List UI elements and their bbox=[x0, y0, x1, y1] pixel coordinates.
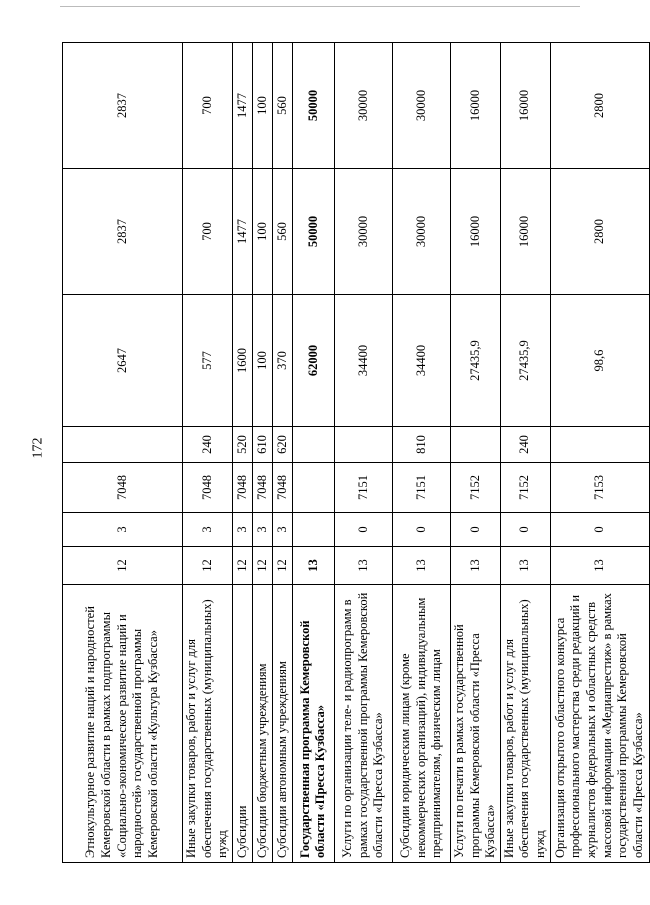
section-code: 12 bbox=[63, 547, 183, 585]
value-col-1: 34400 bbox=[334, 295, 392, 427]
value-col-2: 2800 bbox=[550, 169, 649, 295]
expense-type-code: 240 bbox=[500, 427, 550, 463]
section-code: 13 bbox=[334, 547, 392, 585]
section-code: 12 bbox=[183, 547, 233, 585]
value-col-1: 370 bbox=[272, 295, 292, 427]
target-article-code: 7151 bbox=[334, 463, 392, 513]
value-col-2: 16000 bbox=[500, 169, 550, 295]
table-row bbox=[63, 43, 183, 863]
value-col-2: 1477 bbox=[232, 169, 252, 295]
subsection-code: 3 bbox=[183, 513, 233, 547]
value-col-3: 30000 bbox=[334, 43, 392, 169]
subsection-code: 0 bbox=[550, 513, 649, 547]
value-col-2: 30000 bbox=[334, 169, 392, 295]
subsection-code: 0 bbox=[392, 513, 450, 547]
value-col-1: 98,6 bbox=[550, 295, 649, 427]
expense-type-code bbox=[334, 427, 392, 463]
target-article-code: 7151 bbox=[392, 463, 450, 513]
row-name: Организация открытого областного конкурса профессионального мастерства среди редакций и журналистов федеральных и областных средств массовой информации «Медиапрестиж» в рамках государственной программы Кемеровской области «Пресса Кузбасса» bbox=[550, 585, 649, 863]
value-col-1: 62000 bbox=[292, 295, 334, 427]
row-name: Государственная программа Кемеровской области «Пресса Кузбасса» bbox=[292, 585, 334, 863]
expense-type-code bbox=[450, 427, 500, 463]
value-col-1: 577 bbox=[183, 295, 233, 427]
row-name: Этнокультурное развитие наций и народностей Кемеровской области в рамках подпрограммы «Социально-экономическое развитие наций и народностей» государственной программы Кемеровской области «Культура Кузбасса» bbox=[63, 585, 183, 863]
target-article-code: 7153 bbox=[550, 463, 649, 513]
value-col-2: 2837 bbox=[63, 169, 183, 295]
value-col-3: 560 bbox=[272, 43, 292, 169]
target-article-code: 7152 bbox=[450, 463, 500, 513]
subsection-code: 0 bbox=[500, 513, 550, 547]
table-row bbox=[183, 43, 233, 863]
expense-type-code: 810 bbox=[392, 427, 450, 463]
row-name: Субсидии бюджетным учреждениям bbox=[252, 585, 272, 863]
section-code: 12 bbox=[272, 547, 292, 585]
section-code: 13 bbox=[500, 547, 550, 585]
expense-type-code bbox=[292, 427, 334, 463]
row-name: Субсидии автономным учреждениям bbox=[272, 585, 292, 863]
value-col-2: 30000 bbox=[392, 169, 450, 295]
table-row bbox=[272, 43, 292, 863]
expense-type-code: 620 bbox=[272, 427, 292, 463]
value-col-2: 50000 bbox=[292, 169, 334, 295]
budget-table-body bbox=[63, 43, 650, 863]
value-col-3: 50000 bbox=[292, 43, 334, 169]
budget-table-wrapper bbox=[62, 43, 645, 863]
value-col-3: 30000 bbox=[392, 43, 450, 169]
table-row bbox=[392, 43, 450, 863]
value-col-3: 2837 bbox=[63, 43, 183, 169]
value-col-3: 1477 bbox=[232, 43, 252, 169]
section-code: 12 bbox=[252, 547, 272, 585]
value-col-3: 16000 bbox=[450, 43, 500, 169]
row-name: Услуги по печати в рамках государственной программы Кемеровской области «Пресса Кузбасса» bbox=[450, 585, 500, 863]
value-col-3: 700 bbox=[183, 43, 233, 169]
row-name: Услуги по организации теле- и радиопрограмм в рамках государственной программы Кемеровской области «Пресса Кузбасса» bbox=[334, 585, 392, 863]
target-article-code: 7048 bbox=[272, 463, 292, 513]
value-col-3: 100 bbox=[252, 43, 272, 169]
subsection-code: 0 bbox=[334, 513, 392, 547]
value-col-1: 27435,9 bbox=[450, 295, 500, 427]
subsection-code: 3 bbox=[272, 513, 292, 547]
table-row bbox=[292, 43, 334, 863]
page-number: 172 bbox=[30, 437, 46, 459]
section-code: 13 bbox=[292, 547, 334, 585]
target-article-code bbox=[292, 463, 334, 513]
value-col-1: 100 bbox=[252, 295, 272, 427]
table-row bbox=[500, 43, 550, 863]
row-name: Субсидии bbox=[232, 585, 252, 863]
table-row bbox=[550, 43, 649, 863]
expense-type-code: 240 bbox=[183, 427, 233, 463]
table-row bbox=[450, 43, 500, 863]
section-code: 12 bbox=[232, 547, 252, 585]
value-col-2: 16000 bbox=[450, 169, 500, 295]
target-article-code: 7048 bbox=[183, 463, 233, 513]
subsection-code: 3 bbox=[252, 513, 272, 547]
value-col-1: 2647 bbox=[63, 295, 183, 427]
subsection-code: 3 bbox=[232, 513, 252, 547]
section-code: 13 bbox=[550, 547, 649, 585]
value-col-2: 700 bbox=[183, 169, 233, 295]
table-row bbox=[252, 43, 272, 863]
section-code: 13 bbox=[450, 547, 500, 585]
table-row bbox=[232, 43, 252, 863]
row-name: Иные закупки товаров, работ и услуг для обеспечения государственных (муниципальных) нужд bbox=[500, 585, 550, 863]
table-row bbox=[334, 43, 392, 863]
subsection-code bbox=[292, 513, 334, 547]
value-col-1: 1600 bbox=[232, 295, 252, 427]
scan-edge-line bbox=[60, 6, 580, 7]
value-col-1: 27435,9 bbox=[500, 295, 550, 427]
value-col-2: 100 bbox=[252, 169, 272, 295]
expense-type-code bbox=[550, 427, 649, 463]
subsection-code: 3 bbox=[63, 513, 183, 547]
value-col-3: 2800 bbox=[550, 43, 649, 169]
target-article-code: 7152 bbox=[500, 463, 550, 513]
row-name: Субсидии юридическим лицам (кроме некоммерческих организаций), индивидуальным предпринимателям, физическим лицам bbox=[392, 585, 450, 863]
section-code: 13 bbox=[392, 547, 450, 585]
budget-table bbox=[62, 42, 650, 863]
target-article-code: 7048 bbox=[63, 463, 183, 513]
target-article-code: 7048 bbox=[232, 463, 252, 513]
expense-type-code bbox=[63, 427, 183, 463]
subsection-code: 0 bbox=[450, 513, 500, 547]
expense-type-code: 520 bbox=[232, 427, 252, 463]
value-col-1: 34400 bbox=[392, 295, 450, 427]
expense-type-code: 610 bbox=[252, 427, 272, 463]
value-col-2: 560 bbox=[272, 169, 292, 295]
value-col-3: 16000 bbox=[500, 43, 550, 169]
row-name: Иные закупки товаров, работ и услуг для обеспечения государственных (муниципальных) нужд bbox=[183, 585, 233, 863]
target-article-code: 7048 bbox=[252, 463, 272, 513]
